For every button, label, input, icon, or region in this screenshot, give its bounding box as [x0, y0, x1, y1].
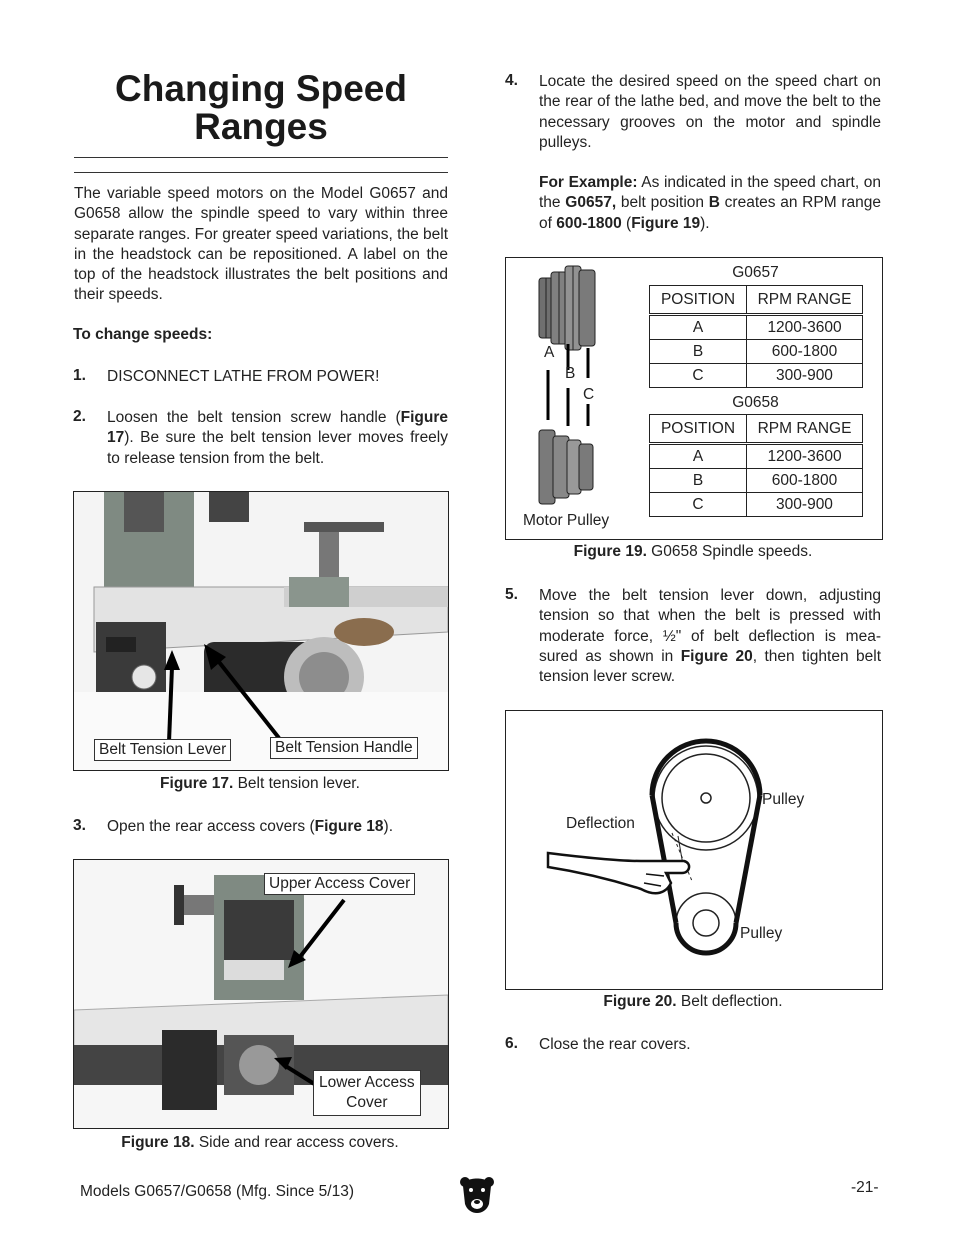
step-5-text: Move the belt tension lever down, adjusting tension so that when the belt is pressed with moderate force, ½" of belt deflection is mea-sured as shown in Figure 20, then tighten belt tension lever screw.: [539, 587, 881, 686]
to-change-heading: To change speeds:: [73, 326, 213, 343]
title-rule-bottom: [74, 172, 448, 173]
belt-letter-c: C: [583, 386, 595, 403]
step-1-number: 1.: [73, 367, 86, 384]
figure-17-ref: Figure 17: [107, 409, 448, 447]
table-header-position: POSITION: [650, 286, 747, 314]
motor-pulley-label: Motor Pulley: [523, 512, 610, 529]
table-cell: B: [650, 340, 747, 364]
step-4-number: 4.: [505, 72, 518, 89]
table-cell: B: [650, 469, 747, 493]
pulley-top-label: Pulley: [762, 791, 805, 808]
figure-18-photo: [73, 859, 449, 1129]
example-paragraph: For Example: As indicated in the speed chart, on the G0657, belt position B creates an RPM range of 600-1800 (Figure 19).: [539, 174, 881, 232]
step-5-number: 5.: [505, 586, 518, 603]
page-title: Changing Speed Ranges: [115, 68, 407, 147]
step-2-number: 2.: [73, 408, 86, 425]
figure-17-photo: [73, 491, 449, 771]
table-cell: 1200-3600: [747, 316, 863, 340]
table-header-rpm-range: RPM RANGE: [747, 286, 863, 314]
step-6-text: Close the rear covers.: [539, 1036, 691, 1053]
belt-letter-a: A: [544, 344, 555, 361]
belt-letter-b: B: [565, 365, 576, 382]
lower-access-cover-label: Lower Access Cover: [313, 1070, 421, 1116]
grizzly-bear-logo-icon: [459, 1174, 495, 1220]
table-cell: 600-1800: [747, 469, 863, 493]
figure-20-caption: Figure 20. Belt deflection.: [603, 993, 783, 1010]
footer-page-number: -21-: [851, 1179, 879, 1196]
figure-17-caption: Figure 17. Belt tension lever.: [160, 775, 360, 792]
step-1-text: DISCONNECT LATHE FROM POWER!: [107, 368, 380, 385]
table-cell: 300-900: [747, 364, 863, 388]
table-cell: A: [650, 316, 747, 340]
figure-20-ref: Figure 20: [680, 647, 753, 665]
figure-18-ref: Figure 18: [314, 818, 384, 835]
intro-paragraph: The variable speed motors on the Model G0657 and G0658 allow the spindle speed to vary within three separate ranges. For greater speed variations, the belt in the headstock can be repositioned. A label on the top of the headstock illustrates the belt positions and their speeds.: [74, 185, 448, 304]
table-header-rpm-range: RPM RANGE: [747, 415, 863, 443]
g0658-speed-table: [649, 414, 863, 517]
g0657-speed-table: [649, 285, 863, 388]
deflection-label: Deflection: [566, 815, 635, 832]
g0657-model-label: G0657: [732, 264, 779, 281]
table-header-position: POSITION: [650, 415, 747, 443]
pulley-bottom-label: Pulley: [740, 925, 783, 942]
title-rule-top: [74, 157, 448, 158]
belt-tension-lever-label: Belt Tension Lever: [94, 739, 231, 761]
step-3-number: 3.: [73, 817, 86, 834]
step-2-text: Loosen the belt tension screw handle (Figure 17). Be sure the belt tension lever moves freely to release tension from the belt.: [107, 409, 448, 467]
g0658-model-label: G0658: [732, 394, 779, 411]
figure-19-speed-chart: [505, 257, 883, 540]
table-cell: C: [650, 364, 747, 388]
belt-deflection-diagram: [506, 711, 882, 989]
lathe-headstock-illustration: [74, 492, 448, 770]
figure-18-caption: Figure 18. Side and rear access covers.: [121, 1134, 399, 1151]
table-cell: C: [650, 493, 747, 517]
table-cell: 300-900: [747, 493, 863, 517]
table-cell: 600-1800: [747, 340, 863, 364]
footer-models: Models G0657/G0658 (Mfg. Since 5/13): [80, 1183, 354, 1200]
step-6-number: 6.: [505, 1035, 518, 1052]
step-3-text: Open the rear access covers (Figure 18).: [107, 818, 394, 835]
figure-19-caption: Figure 19. G0658 Spindle speeds.: [573, 543, 813, 560]
upper-access-cover-label: Upper Access Cover: [264, 873, 415, 895]
pulley-diagram: [506, 258, 646, 539]
figure-20-belt-deflection: [505, 710, 883, 990]
step-4-text: Locate the desired speed on the speed chart on the rear of the lathe bed, and move the belt to the necessary grooves on the motor and spindle pulleys.: [539, 73, 881, 151]
belt-tension-handle-label: Belt Tension Handle: [270, 737, 418, 759]
table-cell: A: [650, 445, 747, 469]
table-cell: 1200-3600: [747, 445, 863, 469]
